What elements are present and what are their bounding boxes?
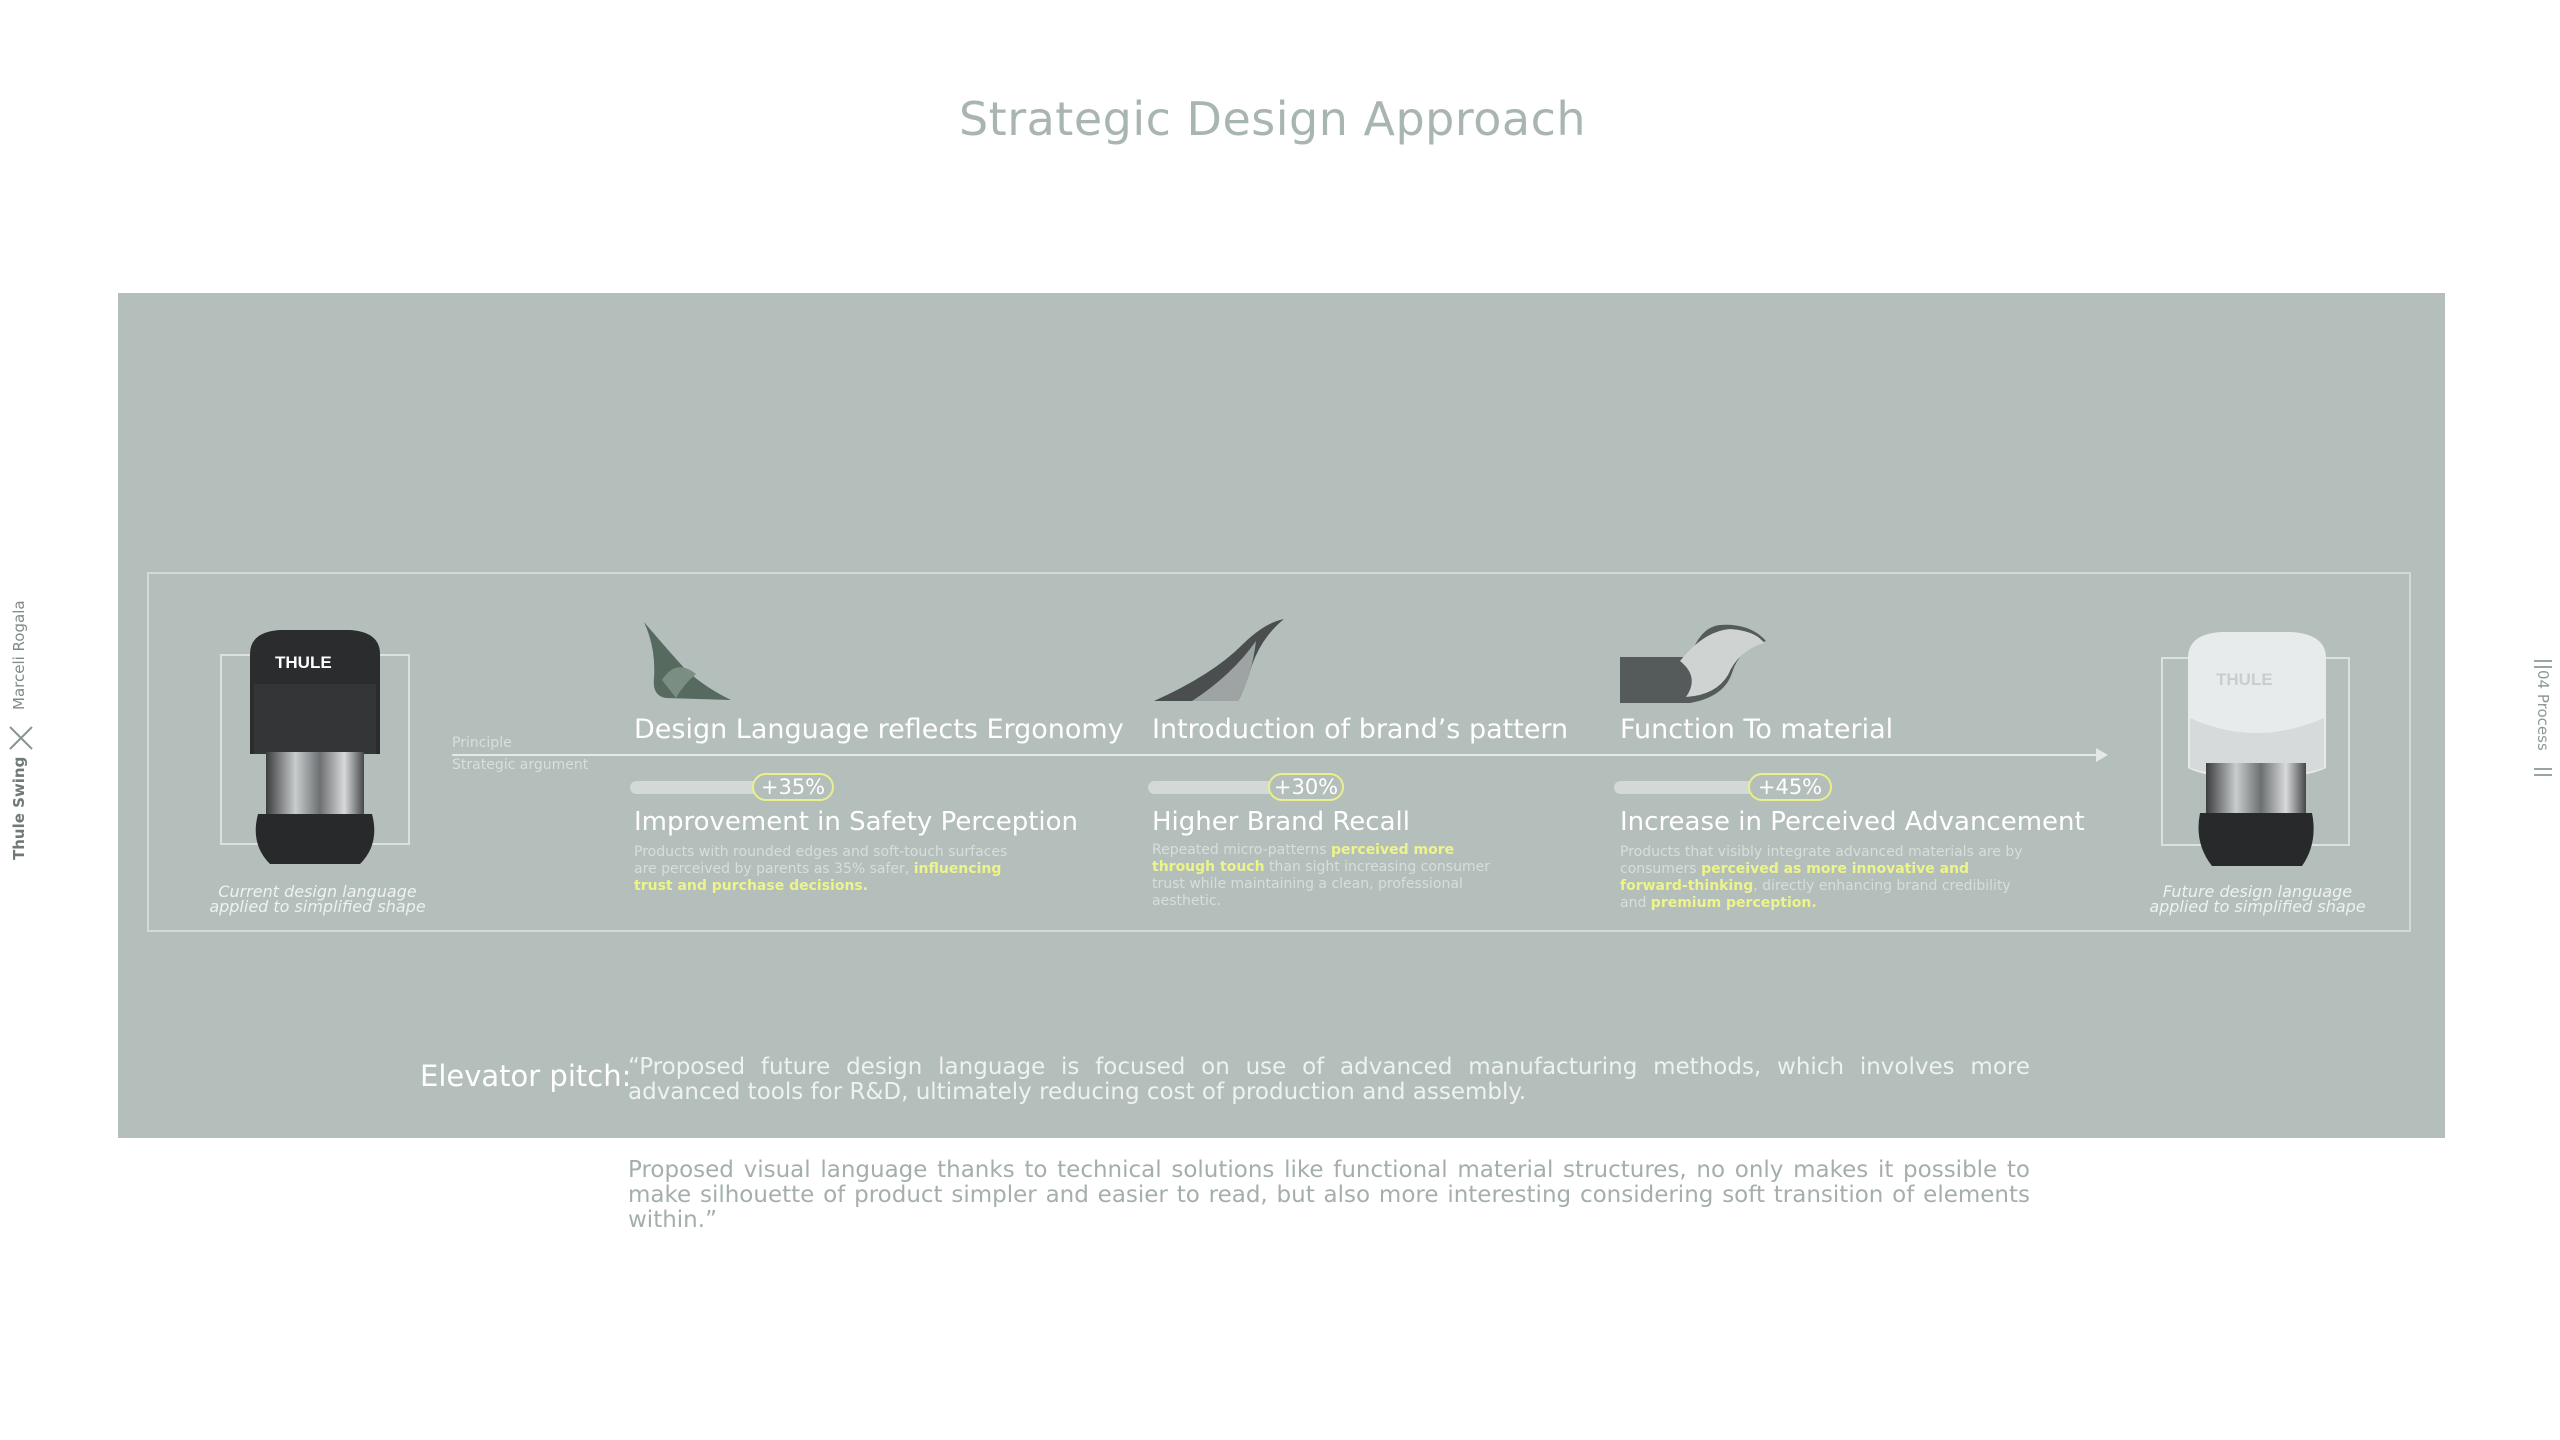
desc-1-text: Products with rounded edges and soft-touch surfaces are perceived by parents as 35% safer,: [634, 844, 1008, 877]
page-title: Strategic Design Approach: [958, 92, 1587, 146]
arrow-head-icon: [2096, 748, 2108, 762]
metric-title-2: Higher Brand Recall: [1152, 807, 1410, 837]
elevator-pitch-label: Elevator pitch:: [420, 1059, 632, 1093]
sidebar-left: [10, 600, 40, 860]
desc-3-tail: , directly enhancing brand credibility and: [1620, 878, 2011, 911]
desc-2-tail: than sight increasing consumer trust while maintaining a clean, professional aesthetic.: [1152, 859, 1490, 909]
metric-title-3: Increase in Perceived Advancement: [1620, 807, 2085, 837]
principle-label: Principle: [452, 735, 512, 751]
current-product-image: [240, 624, 390, 874]
timeline-arrow-line: [452, 754, 2102, 756]
future-product-image: [2176, 628, 2336, 878]
current-product-caption: [190, 884, 445, 914]
cross-icon: [8, 725, 34, 751]
metric-badge-1: +35%: [752, 773, 834, 801]
menu-lines-icon: [2534, 768, 2552, 776]
metric-title-1: Improvement in Safety Perception: [634, 807, 1079, 837]
elevator-pitch-text: “Proposed future design language is focused on use of advanced manufacturing methods, which involves more advanced tools for R&D, ultimately reducing cost of production and assembly.: [628, 1054, 2030, 1105]
metric-badge-3: +45%: [1748, 773, 1832, 801]
metric-track-3: [1614, 781, 1764, 794]
metric-desc-2: [1152, 842, 1522, 910]
brand-pattern-shape-image: [1152, 615, 1287, 705]
author-name: Marceli Rogala: [10, 600, 28, 710]
future-caption-line1: Future design language: [2162, 882, 2353, 901]
future-caption-line2: applied to simplified shape: [2149, 897, 2366, 916]
principle-function-material: Function To material: [1620, 714, 1894, 745]
current-caption-line2: applied to simplified shape: [209, 897, 426, 916]
future-product-caption: [2130, 884, 2385, 914]
desc-2-highlight: perceived more through touch: [1152, 842, 1455, 875]
metric-track-2: [1148, 781, 1278, 794]
metric-desc-3: [1620, 844, 2030, 912]
strategic-argument-label: Strategic argument: [452, 757, 589, 773]
desc-3-highlight-2: premium perception.: [1650, 895, 1817, 911]
section-label: 04 Process: [2534, 670, 2552, 751]
metric-track-1: [630, 781, 770, 794]
metric-badge-2: +30%: [1268, 773, 1344, 801]
future-product-brand: THULE: [2216, 670, 2273, 689]
current-caption-line1: Current design language: [218, 882, 417, 901]
desc-2-text: Repeated micro-patterns: [1152, 842, 1331, 858]
elevator-pitch-text-continued: Proposed visual language thanks to technical solutions like functional material structures, no only makes it possible to make silhouette of product simpler and easier to read, but also more interesting considering soft transition of elements within.”: [628, 1157, 2030, 1233]
desc-1-highlight: influencing trust and purchase decisions.: [634, 861, 1002, 894]
current-product-brand: THULE: [275, 653, 332, 672]
sidebar-right: [2534, 660, 2560, 780]
desc-3-text: Products that visibly integrate advanced materials are by consumers: [1620, 844, 2023, 877]
metric-desc-1: [634, 844, 1014, 895]
principle-brand-pattern: Introduction of brand’s pattern: [1152, 714, 1569, 745]
desc-3-highlight: perceived as more innovative and forward-thinking: [1620, 861, 1970, 894]
menu-lines-icon: [2534, 660, 2552, 668]
material-shape-image: [1620, 617, 1770, 705]
project-name: Thule Swing: [10, 756, 28, 860]
principle-ergonomy: Design Language reflects Ergonomy: [634, 714, 1124, 745]
ergonomy-shape-image: [636, 618, 736, 703]
